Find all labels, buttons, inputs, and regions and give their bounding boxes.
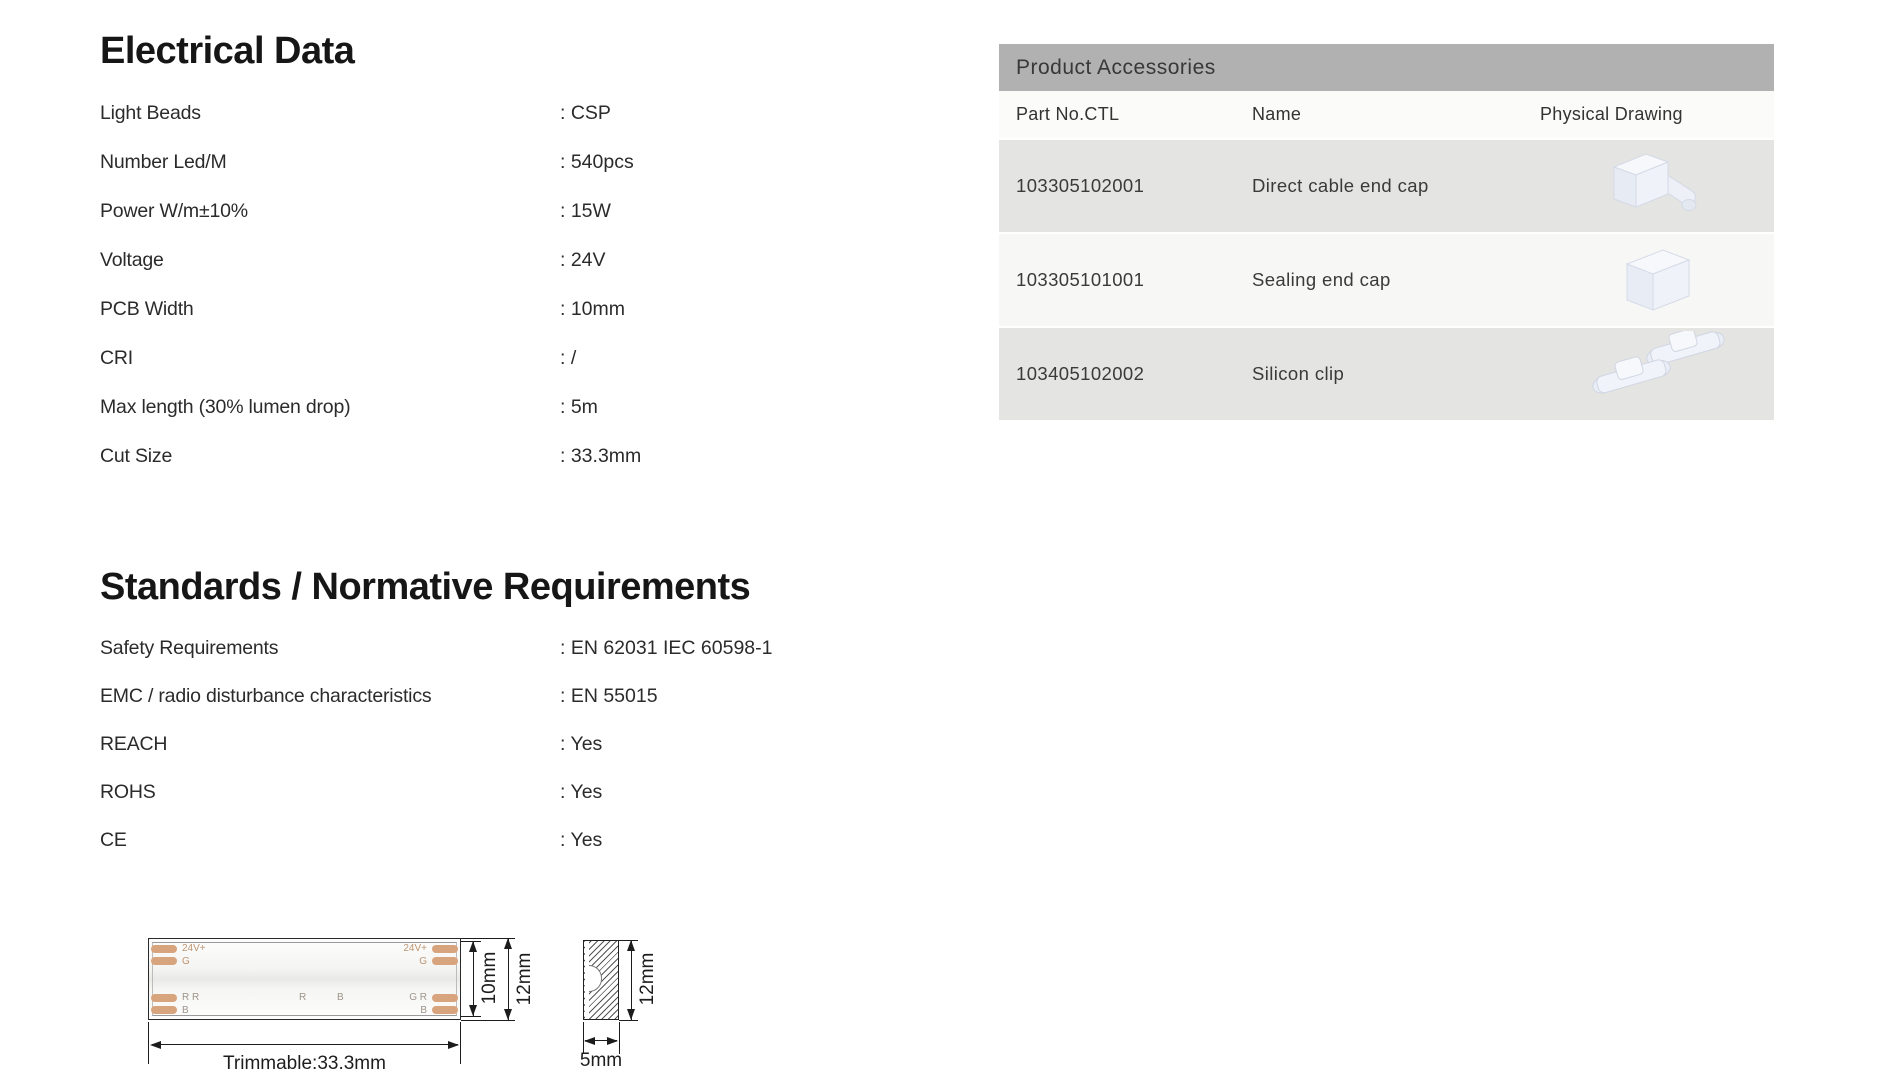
pad-label: B — [420, 1005, 427, 1016]
cell-part-no: 103305102001 — [1016, 175, 1145, 196]
spec-row — [100, 720, 760, 768]
spec-row — [100, 334, 760, 383]
dimension-label-5mm: 5mm — [579, 1050, 623, 1071]
spec-row — [100, 89, 760, 138]
cell-name: Direct cable end cap — [1252, 175, 1429, 196]
pad-label: 24V+ — [403, 943, 427, 954]
column-header-partno: Part No.CTL — [1016, 104, 1120, 124]
spec-label: CRI — [100, 347, 133, 369]
spec-row — [100, 236, 760, 285]
dimension-line — [508, 938, 509, 1020]
table-row — [999, 138, 1774, 232]
solder-pad — [151, 945, 177, 953]
arrowhead-icon — [627, 940, 635, 951]
spec-value: : 10mm — [560, 298, 626, 320]
spec-label: Max length (30% lumen drop) — [100, 396, 351, 418]
pad-label: R R — [182, 992, 200, 1003]
dimension-label-10mm: 10mm — [479, 951, 500, 1005]
table-row — [999, 326, 1774, 420]
spec-value: : Yes — [560, 732, 603, 755]
arrowhead-icon — [469, 941, 477, 952]
spec-value: : EN 55015 — [560, 684, 658, 707]
spec-label: EMC / radio disturbance characteristics — [100, 684, 432, 707]
column-header-drawing: Physical Drawing — [1540, 104, 1683, 124]
cell-name: Silicon clip — [1252, 363, 1345, 384]
electrical-data-list — [100, 89, 760, 481]
solder-pad — [432, 945, 458, 953]
spec-value: : Yes — [560, 828, 603, 851]
spec-label: CE — [100, 828, 127, 851]
pad-label: R — [299, 992, 307, 1003]
spec-value: : 24V — [560, 249, 606, 271]
solder-pad — [432, 994, 458, 1002]
spec-label: Safety Requirements — [100, 636, 279, 659]
arrowhead-icon — [469, 1005, 477, 1016]
silicon-clip-image — [1540, 331, 1774, 417]
spec-row — [100, 816, 760, 864]
sealing-end-cap-image — [1540, 238, 1774, 322]
spec-row — [100, 624, 773, 672]
spec-value: : 33.3mm — [560, 445, 642, 467]
extension-line — [461, 1016, 481, 1017]
electrical-data-title: Electrical Data — [100, 30, 355, 72]
dimension-label-12mm: 12mm — [637, 952, 658, 1006]
pad-label: B — [337, 992, 344, 1003]
solder-pad — [432, 957, 458, 965]
spec-value: : 5m — [560, 396, 598, 418]
extension-line — [619, 1020, 638, 1021]
spec-row — [100, 285, 760, 334]
pad-label: G — [182, 956, 190, 967]
pad-label: B — [182, 1005, 189, 1016]
spec-value: : CSP — [560, 102, 611, 124]
standards-title: Standards / Normative Requirements — [100, 566, 751, 608]
spec-row — [100, 672, 760, 720]
solder-pad — [151, 1006, 177, 1014]
extension-line — [461, 1020, 515, 1021]
table-column-headers — [999, 91, 1774, 138]
spec-value: : Yes — [560, 780, 603, 803]
cell-name: Sealing end cap — [1252, 269, 1391, 290]
spec-label: Voltage — [100, 249, 164, 271]
arrowhead-icon — [607, 1037, 618, 1045]
spec-value: : / — [560, 347, 577, 369]
spec-value: : 540pcs — [560, 151, 634, 173]
table-title-bar — [999, 44, 1774, 91]
arrowhead-icon — [584, 1037, 595, 1045]
arrowhead-icon — [504, 1009, 512, 1020]
table-row — [999, 232, 1774, 326]
dimension-line — [631, 940, 632, 1020]
spec-label: Number Led/M — [100, 151, 227, 173]
trimmable-length-label: Trimmable:33.3mm — [223, 1053, 386, 1074]
column-header-name: Name — [1252, 104, 1302, 124]
product-accessories-table — [999, 44, 1774, 420]
spec-value: : 15W — [560, 200, 611, 222]
dimension-line — [152, 1044, 458, 1045]
arrowhead-icon — [448, 1041, 459, 1049]
solder-pad — [432, 1006, 458, 1014]
arrowhead-icon — [627, 1009, 635, 1020]
spec-label: Power W/m±10% — [100, 200, 248, 222]
spec-label: Light Beads — [100, 102, 201, 124]
spec-row — [100, 383, 760, 432]
spec-label: REACH — [100, 732, 168, 755]
direct-cable-end-cap-image — [1540, 143, 1774, 229]
spec-row — [100, 187, 760, 236]
arrowhead-icon — [504, 938, 512, 949]
dimension-label-12mm: 12mm — [514, 952, 535, 1006]
spec-value: : EN 62031 IEC 60598-1 — [560, 636, 773, 659]
spec-row — [100, 432, 760, 481]
arrowhead-icon — [150, 1041, 161, 1049]
table-title: Product Accessories — [1016, 55, 1216, 79]
spec-label: Cut Size — [100, 445, 173, 467]
cell-part-no: 103405102002 — [1016, 363, 1145, 384]
solder-pad — [151, 994, 177, 1002]
led-strip-top-view — [148, 938, 461, 1020]
pad-label: 24V+ — [182, 943, 206, 954]
spec-label: ROHS — [100, 780, 156, 803]
solder-pad — [151, 957, 177, 965]
led-lens-shape — [589, 965, 602, 992]
pad-label: G — [419, 956, 427, 967]
cell-part-no: 103305101001 — [1016, 269, 1145, 290]
strip-cross-section — [583, 940, 619, 1020]
pad-label: G R — [409, 992, 427, 1003]
spec-row — [100, 768, 760, 816]
spec-label: PCB Width — [100, 298, 194, 320]
standards-list — [100, 624, 773, 864]
spec-row — [100, 138, 760, 187]
